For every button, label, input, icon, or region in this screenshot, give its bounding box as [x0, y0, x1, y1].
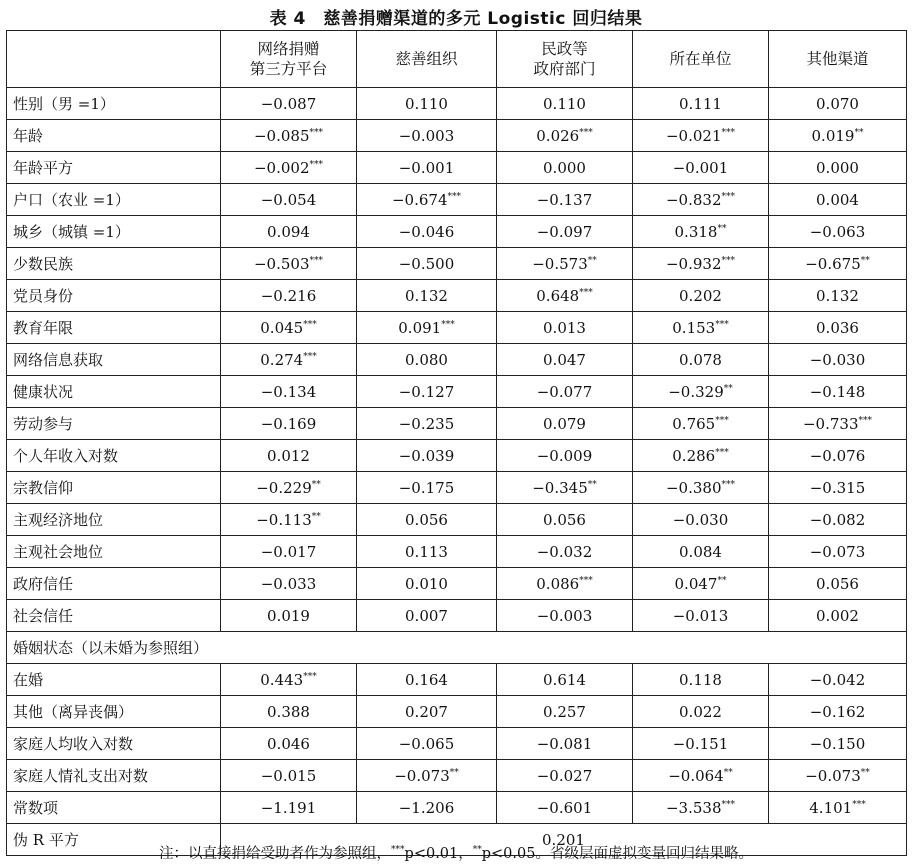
table-row — [7, 600, 907, 632]
row-label: 主观社会地位 — [7, 536, 221, 568]
coefficient-cell: 0.118 — [633, 664, 769, 696]
coefficient-cell: 0.010 — [357, 568, 497, 600]
coefficient-cell: −0.087 — [221, 88, 357, 120]
coefficient-cell: −0.063 — [769, 216, 907, 248]
coefficient-cell: −1.191 — [221, 792, 357, 824]
coefficient-cell: 0.648*** — [497, 280, 633, 312]
coefficient-cell: 0.132 — [769, 280, 907, 312]
row-label: 其他（离异丧偶） — [7, 696, 221, 728]
coefficient-cell: −0.015 — [221, 760, 357, 792]
coefficient-cell: −0.030 — [769, 344, 907, 376]
row-label: 党员身份 — [7, 280, 221, 312]
coefficient-cell: 0.318** — [633, 216, 769, 248]
column-header: 民政等 政府部门 — [497, 31, 633, 88]
coefficient-cell: 0.388 — [221, 696, 357, 728]
header-row — [7, 31, 907, 88]
coefficient-cell: −0.315 — [769, 472, 907, 504]
table-row — [7, 280, 907, 312]
coefficient-cell: −0.030 — [633, 504, 769, 536]
coefficient-cell: 0.111 — [633, 88, 769, 120]
significance-stars: *** — [579, 287, 593, 298]
significance-stars: ** — [587, 479, 597, 490]
row-label: 主观经济地位 — [7, 504, 221, 536]
significance-stars: *** — [309, 159, 323, 170]
coefficient-cell: −0.175 — [357, 472, 497, 504]
coefficient-cell: 0.207 — [357, 696, 497, 728]
significance-stars: *** — [303, 671, 317, 682]
coefficient-cell: −0.081 — [497, 728, 633, 760]
significance-stars: *** — [579, 575, 593, 586]
significance-stars: *** — [852, 799, 866, 810]
row-label: 在婚 — [7, 664, 221, 696]
coefficient-cell: −0.064** — [633, 760, 769, 792]
coefficient-cell: −0.009 — [497, 440, 633, 472]
coefficient-cell: −0.085*** — [221, 120, 357, 152]
coefficient-cell: 0.004 — [769, 184, 907, 216]
significance-stars: *** — [721, 479, 735, 490]
table-row — [7, 728, 907, 760]
coefficient-cell: −0.573** — [497, 248, 633, 280]
significance-stars: *** — [447, 191, 461, 202]
significance-stars: *** — [715, 447, 729, 458]
coefficient-cell: −0.113** — [221, 504, 357, 536]
table-row — [7, 536, 907, 568]
table-row — [7, 504, 907, 536]
row-label: 年龄平方 — [7, 152, 221, 184]
coefficient-cell: 0.614 — [497, 664, 633, 696]
coefficient-cell: 0.036 — [769, 312, 907, 344]
coefficient-cell: 0.056 — [357, 504, 497, 536]
coefficient-cell: −0.001 — [633, 152, 769, 184]
coefficient-cell: −0.162 — [769, 696, 907, 728]
table-row — [7, 568, 907, 600]
coefficient-cell: −0.032 — [497, 536, 633, 568]
coefficient-cell: 0.012 — [221, 440, 357, 472]
coefficient-cell: 0.046 — [221, 728, 357, 760]
table-note — [0, 842, 912, 863]
coefficient-cell: 0.091*** — [357, 312, 497, 344]
table-row — [7, 792, 907, 824]
significance-stars: *** — [721, 255, 735, 266]
coefficient-cell: 0.047 — [497, 344, 633, 376]
table-row — [7, 472, 907, 504]
coefficient-cell: 0.132 — [357, 280, 497, 312]
row-label: 家庭人均收入对数 — [7, 728, 221, 760]
row-label: 宗教信仰 — [7, 472, 221, 504]
coefficient-cell: −0.073** — [357, 760, 497, 792]
table-row — [7, 216, 907, 248]
coefficient-cell: 0.094 — [221, 216, 357, 248]
significance-stars: *** — [721, 799, 735, 810]
coefficient-cell: 0.084 — [633, 536, 769, 568]
coefficient-cell: −0.148 — [769, 376, 907, 408]
row-label: 年龄 — [7, 120, 221, 152]
coefficient-cell: −0.134 — [221, 376, 357, 408]
coefficient-cell: −0.216 — [221, 280, 357, 312]
coefficient-cell: 0.013 — [497, 312, 633, 344]
coefficient-cell: 0.286*** — [633, 440, 769, 472]
coefficient-cell: 0.079 — [497, 408, 633, 440]
coefficient-cell: 0.026*** — [497, 120, 633, 152]
coefficient-cell: 0.080 — [357, 344, 497, 376]
coefficient-cell: 0.164 — [357, 664, 497, 696]
table-title: 表 4 慈善捐赠渠道的多元 Logistic 回归结果 — [269, 9, 643, 29]
coefficient-cell: −0.503*** — [221, 248, 357, 280]
coefficient-cell: −0.073 — [769, 536, 907, 568]
row-label: 性别（男 =1） — [7, 88, 221, 120]
table-row — [7, 88, 907, 120]
coefficient-cell: −0.345** — [497, 472, 633, 504]
table-row — [7, 760, 907, 792]
coefficient-cell: −0.077 — [497, 376, 633, 408]
coefficient-cell: −0.832*** — [633, 184, 769, 216]
coefficient-cell: −0.013 — [633, 600, 769, 632]
row-label: 劳动参与 — [7, 408, 221, 440]
coefficient-cell: −0.002*** — [221, 152, 357, 184]
coefficient-cell: 0.056 — [497, 504, 633, 536]
coefficient-cell: 0.045*** — [221, 312, 357, 344]
coefficient-cell: −0.137 — [497, 184, 633, 216]
row-label: 教育年限 — [7, 312, 221, 344]
significance-stars: *** — [715, 319, 729, 330]
coefficient-cell: −0.235 — [357, 408, 497, 440]
coefficient-cell: −0.003 — [357, 120, 497, 152]
row-label: 健康状况 — [7, 376, 221, 408]
coefficient-cell: 0.110 — [357, 88, 497, 120]
table-row — [7, 184, 907, 216]
coefficient-cell: −0.076 — [769, 440, 907, 472]
note-sig2-stars: ** — [472, 845, 482, 855]
significance-stars: ** — [860, 255, 870, 266]
significance-stars: *** — [309, 255, 323, 266]
table-row — [7, 376, 907, 408]
coefficient-cell: −0.039 — [357, 440, 497, 472]
coefficient-cell: 0.443*** — [221, 664, 357, 696]
table-row — [7, 696, 907, 728]
note-prefix: 注：以直接捐给受助者作为参照组， — [159, 846, 392, 862]
coefficient-cell: 0.257 — [497, 696, 633, 728]
row-label: 政府信任 — [7, 568, 221, 600]
significance-stars: ** — [854, 127, 864, 138]
significance-stars: ** — [449, 767, 459, 778]
significance-stars: ** — [311, 511, 321, 522]
significance-stars: ** — [723, 383, 733, 394]
significance-stars: ** — [717, 223, 727, 234]
coefficient-cell: −0.932*** — [633, 248, 769, 280]
significance-stars: *** — [715, 415, 729, 426]
coefficient-cell: 0.110 — [497, 88, 633, 120]
significance-stars: *** — [303, 319, 317, 330]
column-header: 其他渠道 — [769, 31, 907, 88]
section-row — [7, 632, 907, 664]
coefficient-cell: −3.538*** — [633, 792, 769, 824]
row-label: 少数民族 — [7, 248, 221, 280]
table-row — [7, 248, 907, 280]
column-header: 网络捐赠 第三方平台 — [221, 31, 357, 88]
coefficient-cell: 0.153*** — [633, 312, 769, 344]
coefficient-cell: 0.022 — [633, 696, 769, 728]
coefficient-cell: 0.070 — [769, 88, 907, 120]
row-label: 伪 R 平方 — [7, 824, 221, 856]
coefficient-cell: −0.001 — [357, 152, 497, 184]
column-header-blank — [7, 31, 221, 88]
significance-stars: *** — [721, 191, 735, 202]
coefficient-cell: −0.054 — [221, 184, 357, 216]
significance-stars: ** — [587, 255, 597, 266]
coefficient-cell: −0.027 — [497, 760, 633, 792]
significance-stars: *** — [441, 319, 455, 330]
coefficient-cell: −0.017 — [221, 536, 357, 568]
coefficient-cell: −0.021*** — [633, 120, 769, 152]
significance-stars: ** — [723, 767, 733, 778]
row-label: 社会信任 — [7, 600, 221, 632]
row-label: 网络信息获取 — [7, 344, 221, 376]
coefficient-cell: −0.601 — [497, 792, 633, 824]
section-label: 婚姻状态（以未婚为参照组） — [7, 632, 907, 664]
coefficient-cell: 0.086*** — [497, 568, 633, 600]
coefficient-cell: 0.078 — [633, 344, 769, 376]
significance-stars: ** — [860, 767, 870, 778]
coefficient-cell: −0.380*** — [633, 472, 769, 504]
coefficient-cell: −0.733*** — [769, 408, 907, 440]
coefficient-cell: −0.329** — [633, 376, 769, 408]
coefficient-cell: −0.003 — [497, 600, 633, 632]
coefficient-cell: −0.046 — [357, 216, 497, 248]
coefficient-cell: −1.206 — [357, 792, 497, 824]
coefficient-cell: 0.007 — [357, 600, 497, 632]
row-label: 家庭人情礼支出对数 — [7, 760, 221, 792]
table-row — [7, 344, 907, 376]
coefficient-cell: −0.169 — [221, 408, 357, 440]
coefficient-cell: 0.019 — [221, 600, 357, 632]
coefficient-cell: −0.151 — [633, 728, 769, 760]
note-sig2-text: p<0.05。省级层面虚拟变量回归结果略。 — [481, 846, 753, 862]
coefficient-cell: 0.202 — [633, 280, 769, 312]
significance-stars: *** — [858, 415, 872, 426]
note-sig1-stars: *** — [391, 845, 405, 855]
significance-stars: *** — [303, 351, 317, 362]
pseudo-r2-value: 0.201 — [221, 824, 907, 856]
coefficient-cell: −0.082 — [769, 504, 907, 536]
coefficient-cell: −0.127 — [357, 376, 497, 408]
table-row — [7, 120, 907, 152]
coefficient-cell: −0.097 — [497, 216, 633, 248]
table-row — [7, 408, 907, 440]
row-label: 城乡（城镇 =1） — [7, 216, 221, 248]
coefficient-cell: 0.765*** — [633, 408, 769, 440]
regression-table — [6, 30, 907, 856]
row-label: 户口（农业 =1） — [7, 184, 221, 216]
note-sig1-text: p<0.01， — [404, 846, 473, 862]
significance-stars: *** — [721, 127, 735, 138]
coefficient-cell: 0.019** — [769, 120, 907, 152]
coefficient-cell: −0.229** — [221, 472, 357, 504]
coefficient-cell: −0.675** — [769, 248, 907, 280]
table-row — [7, 312, 907, 344]
coefficient-cell: −0.033 — [221, 568, 357, 600]
coefficient-cell: 0.056 — [769, 568, 907, 600]
coefficient-cell: −0.042 — [769, 664, 907, 696]
coefficient-cell: −0.674*** — [357, 184, 497, 216]
significance-stars: *** — [579, 127, 593, 138]
coefficient-cell: −0.150 — [769, 728, 907, 760]
coefficient-cell: 0.113 — [357, 536, 497, 568]
coefficient-cell: 0.000 — [497, 152, 633, 184]
coefficient-cell: 0.274*** — [221, 344, 357, 376]
table-row — [7, 440, 907, 472]
table-body — [7, 88, 907, 856]
table-row — [7, 664, 907, 696]
row-label: 常数项 — [7, 792, 221, 824]
coefficient-cell: 0.047** — [633, 568, 769, 600]
row-label: 个人年收入对数 — [7, 440, 221, 472]
table-row — [7, 152, 907, 184]
coefficient-cell: −0.065 — [357, 728, 497, 760]
significance-stars: ** — [311, 479, 321, 490]
coefficient-cell: 4.101*** — [769, 792, 907, 824]
column-header: 慈善组织 — [357, 31, 497, 88]
coefficient-cell: 0.000 — [769, 152, 907, 184]
significance-stars: ** — [717, 575, 727, 586]
column-header: 所在单位 — [633, 31, 769, 88]
coefficient-cell: 0.002 — [769, 600, 907, 632]
significance-stars: *** — [309, 127, 323, 138]
coefficient-cell: −0.500 — [357, 248, 497, 280]
coefficient-cell: −0.073** — [769, 760, 907, 792]
